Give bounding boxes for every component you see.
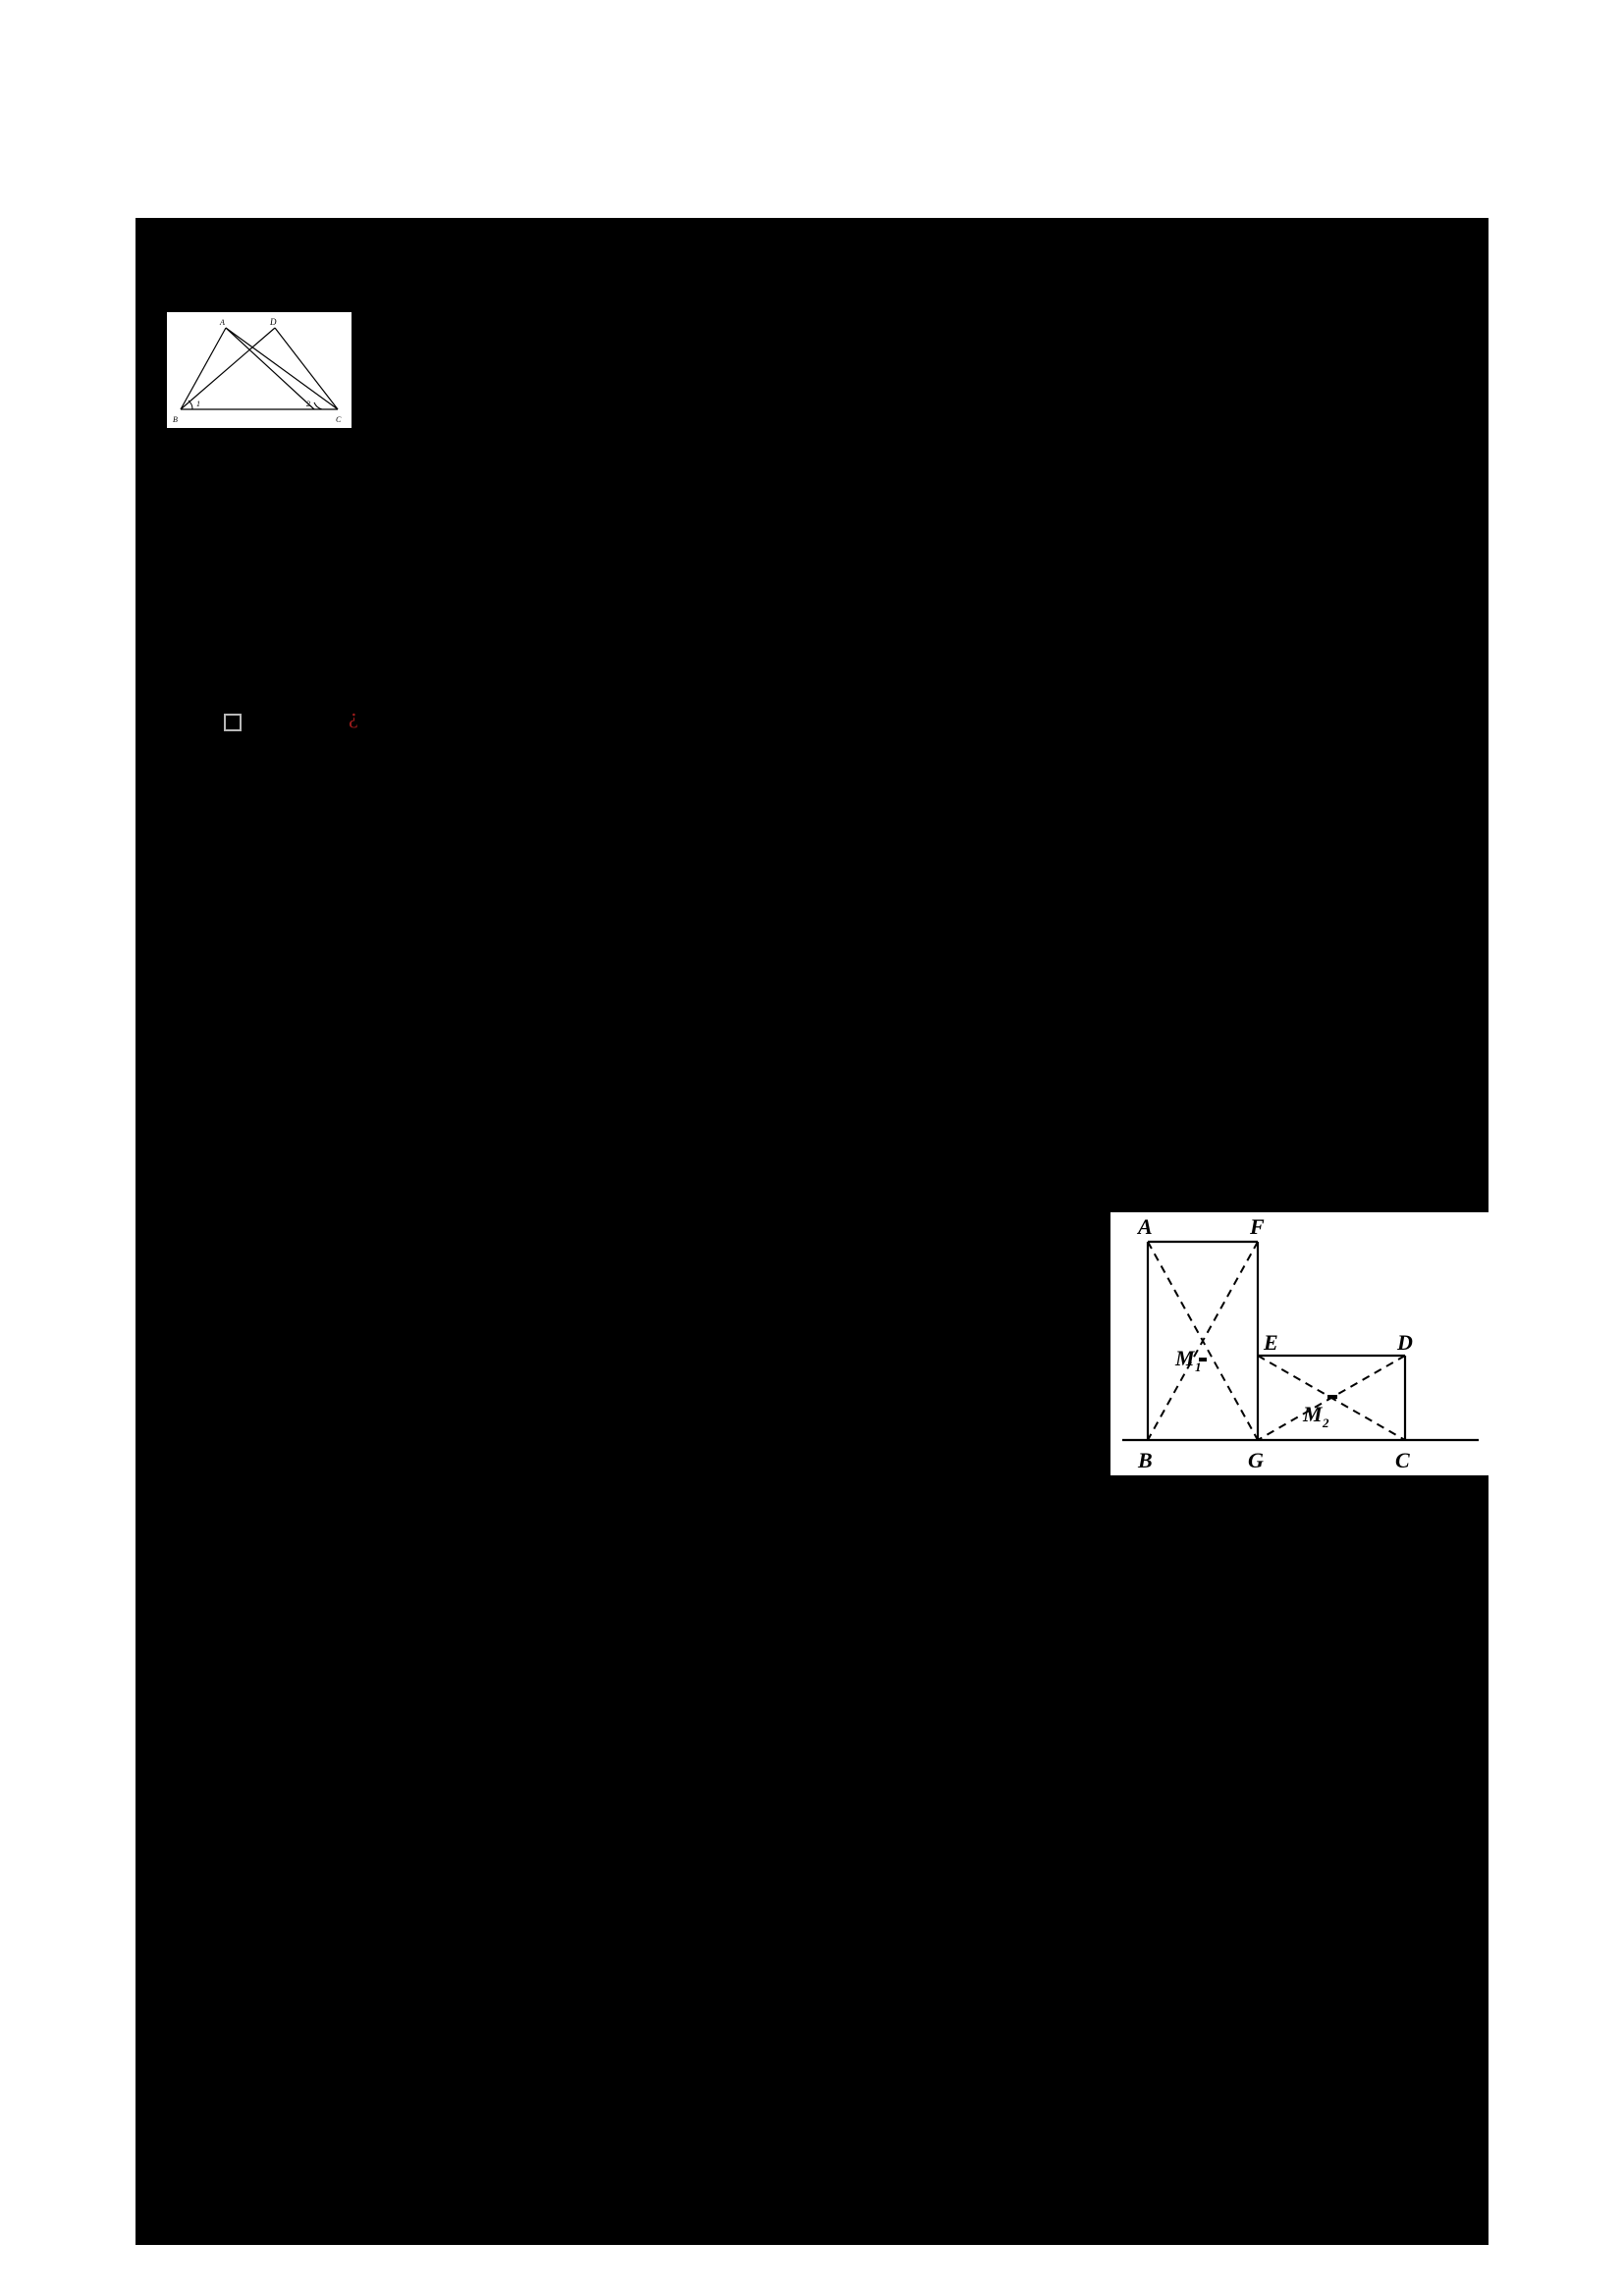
figure2-label-E: E	[1264, 1330, 1278, 1355]
figure-triangle-svg	[167, 312, 352, 428]
figure2-label-M1-subscript: 1	[1195, 1360, 1202, 1374]
figure1-background	[167, 312, 352, 428]
midpoint-marker-M2	[1327, 1395, 1337, 1399]
figure2-label-C: C	[1395, 1448, 1410, 1472]
checkbox-square-icon[interactable]	[224, 714, 242, 731]
figure1-label-angle1: 1	[196, 400, 200, 408]
figure2-label-B: B	[1138, 1448, 1153, 1472]
figure-triangle-diagram	[167, 312, 352, 428]
figure2-label-A: A	[1138, 1214, 1153, 1239]
figure-squares-svg	[1110, 1212, 1489, 1475]
figure1-label-angle2: 2	[306, 400, 310, 408]
figure1-label-C: C	[336, 415, 342, 424]
figure1-label-A: A	[220, 318, 225, 327]
figure2-label-F: F	[1250, 1214, 1265, 1239]
figure1-label-B: B	[173, 415, 178, 424]
figure2-background	[1110, 1212, 1489, 1475]
figure1-label-D: D	[270, 317, 277, 327]
figure2-label-M2-subscript: 2	[1323, 1415, 1329, 1430]
figure-squares-diagram	[1110, 1212, 1489, 1475]
inline-answer-row	[224, 704, 440, 749]
figure2-label-M1: M	[1175, 1346, 1195, 1370]
figure2-label-G: G	[1248, 1448, 1264, 1472]
figure2-label-M2: M	[1303, 1402, 1323, 1426]
figure2-label-D: D	[1397, 1330, 1413, 1355]
red-missing-glyph: ¿	[349, 704, 358, 728]
